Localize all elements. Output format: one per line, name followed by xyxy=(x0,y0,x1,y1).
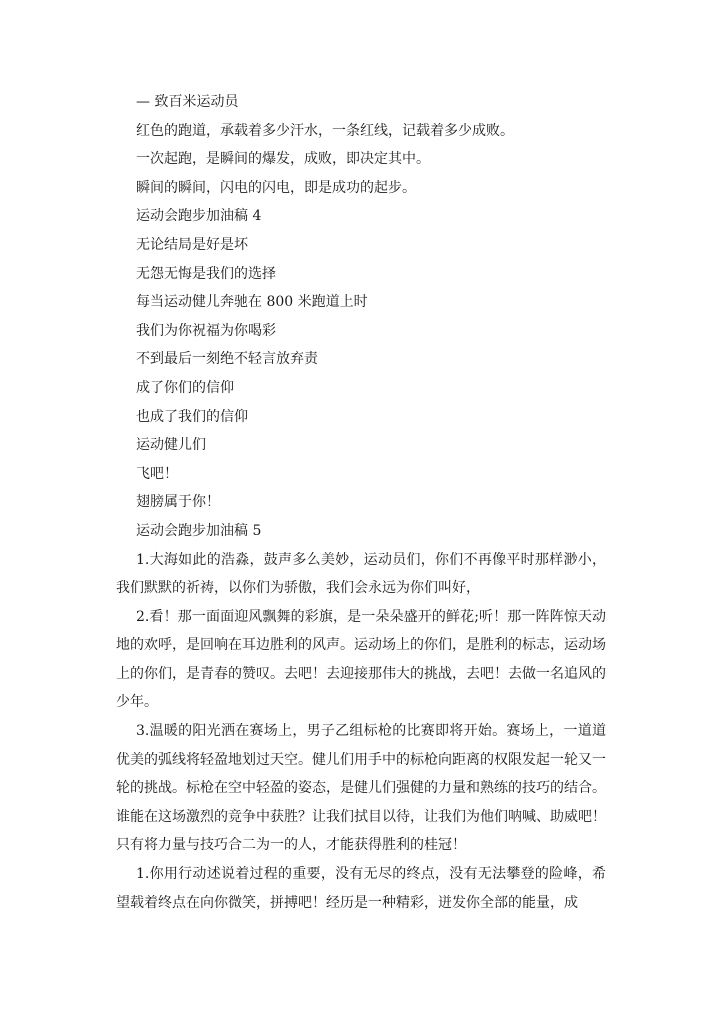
paragraph: 3.温暖的阳光洒在赛场上，男子乙组标枪的比赛即将开始。赛场上，一道道优美的弧线将轻盈地划过天空。健儿们用手中的标枪向距离的权限发起一轮又一轮的挑战。标枪在空中轻盈的姿态，是健儿们强健的力量和熟练的技巧的结合。谁能在这场激烈的竞争中获胜？让我们拭目以待，让我们为他们呐喊、助威吧！只有将力量与技巧合二为一的人，才能获得胜利的桂冠！ xyxy=(116,723,606,854)
text-line: 运动健儿们 xyxy=(136,437,206,454)
text-line: 每当运动健儿奔驰在 800 米跑道上时 xyxy=(136,294,368,311)
section-heading: 运动会跑步加油稿 4 xyxy=(136,208,262,225)
text-line: 瞬间的瞬间，闪电的闪电，即是成功的起步。 xyxy=(136,179,416,196)
text-line: 红色的跑道，承载着多少汗水，一条红线，记载着多少成败。 xyxy=(136,122,514,139)
text-line: 一次起跑，是瞬间的爆发，成败，即决定其中。 xyxy=(136,151,430,168)
paragraph: 2.看！那一面面迎风飘舞的彩旗，是一朵朵盛开的鲜花;听！那一阵阵惊天动地的欢呼，是回响在耳边胜利的风声。运动场上的你们，是胜利的标志，运动场上的你们，是青春的赞叹。去吧！去迎接那伟大的挑战，去吧！去做一名追风的少年。 xyxy=(116,608,606,711)
document-body xyxy=(116,88,606,917)
section-heading: 运动会跑步加油稿 5 xyxy=(136,522,262,539)
text-line: — 致百米运动员 xyxy=(136,94,239,110)
text-line: 无怨无悔是我们的选择 xyxy=(136,265,276,282)
text-line: 也成了我们的信仰 xyxy=(136,408,248,425)
paragraph: 1.你用行动述说着过程的重要，没有无尽的终点，没有无法攀登的险峰，希望载着终点在向你微笑，拼搏吧！经历是一种精彩，迸发你全部的能量，成 xyxy=(116,866,606,911)
text-line: 成了你们的信仰 xyxy=(136,379,234,396)
text-line: 飞吧！ xyxy=(136,465,178,482)
text-line: 我们为你祝福为你喝彩 xyxy=(136,322,276,339)
text-line: 翅膀属于你！ xyxy=(136,494,220,511)
text-line: 无论结局是好是坏 xyxy=(136,236,248,253)
paragraph: 1.大海如此的浩淼，鼓声多么美妙，运动员们，你们不再像平时那样渺小，我们默默的祈祷，以你们为骄傲，我们会永远为你们叫好， xyxy=(116,551,606,597)
text-line: 不到最后一刻绝不轻言放弃责 xyxy=(136,351,318,368)
